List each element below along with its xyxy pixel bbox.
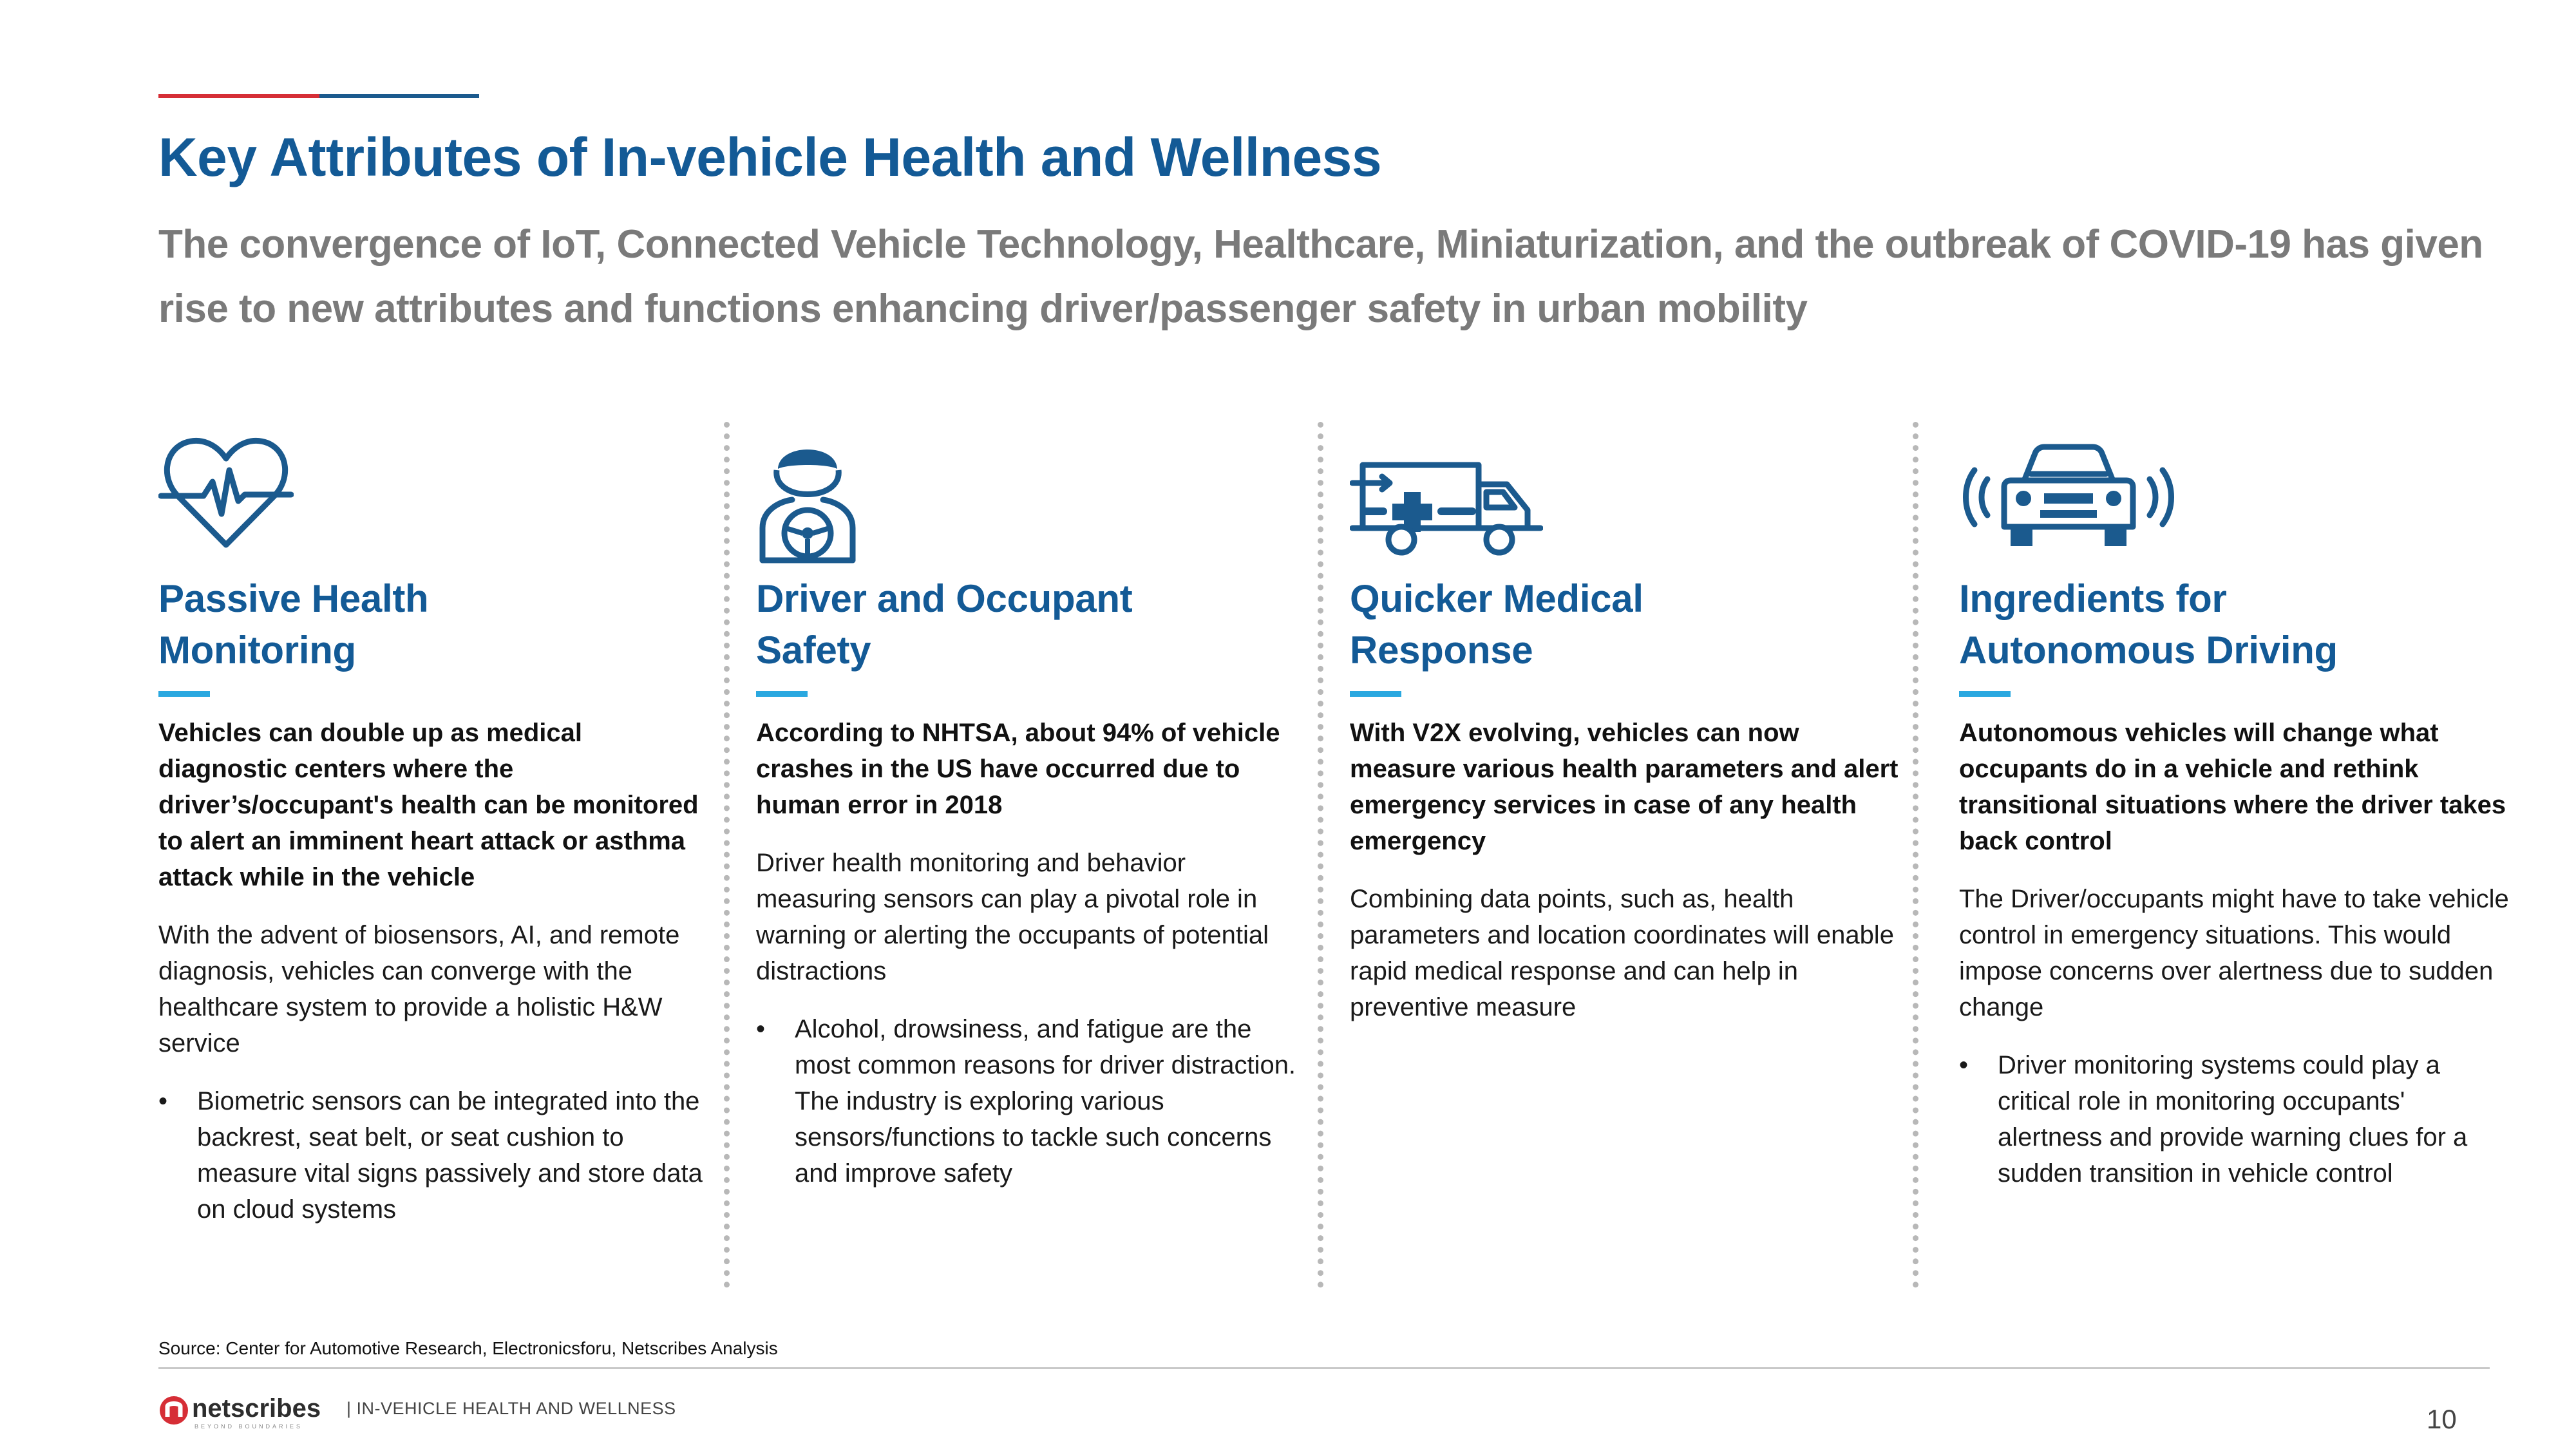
footer-section-label: | IN-VEHICLE HEALTH AND WELLNESS <box>346 1399 676 1418</box>
source-note: Source: Center for Automotive Research, Electronicsforu, Netscribes Analysis <box>158 1338 778 1358</box>
page-title: Key Attributes of In-vehicle Health and Wellness <box>158 127 1382 187</box>
attribute-text: Driver health monitoring and behavior measuring sensors can play a pivotal role in warning or alerting the occupants of potential distractions <box>756 849 1269 985</box>
connected-car-icon <box>1959 431 2178 564</box>
accent-line-red <box>158 94 319 98</box>
accent-line-blue <box>319 94 479 98</box>
netscribes-logo <box>158 1392 332 1431</box>
attribute-lead: Autonomous vehicles will change what occupants do in a vehicle and rethink transitional situations where the driver takes back control <box>1959 719 2506 855</box>
column-divider <box>1913 422 1918 1288</box>
bullet-glyph: • <box>1959 1051 1969 1079</box>
footer-divider <box>158 1367 2490 1369</box>
attribute-bullet: • Alcohol, drowsiness, and fatigue are the most common reasons for driver distraction. The industry is exploring various sensors/functions to tackle such concerns and improve safety <box>756 1011 1303 1191</box>
attribute-body <box>1959 715 2513 1213</box>
bullet-glyph: • <box>158 1087 168 1115</box>
attribute-lead: With V2X evolving, vehicles can now measure various health parameters and alert emergency services in case of any health emergency <box>1350 719 1899 855</box>
driver-steering-wheel-icon <box>756 431 859 570</box>
attribute-text: With the advent of biosensors, AI, and remote diagnosis, vehicles can converge with the healthcare system to provide a holistic H&W service <box>158 921 680 1057</box>
title-accent-line <box>158 94 479 98</box>
attribute-title: Quicker Medical Response <box>1350 577 1643 672</box>
page-number: 10 <box>2427 1404 2457 1434</box>
attribute-title: Ingredients for Autonomous Driving <box>1959 577 2338 672</box>
heart-pulse-icon <box>158 431 294 557</box>
attribute-body <box>1350 715 1904 1047</box>
attribute-title: Passive Health Monitoring <box>158 577 429 672</box>
page-subtitle: The convergence of IoT, Connected Vehicle Technology, Healthcare, Miniaturization, and the outbreak of COVID-19 has given rise to new attributes and functions enhancing driver/passenger safety in urban mobility <box>158 222 2483 331</box>
title-underline <box>1350 691 1401 697</box>
logo-wordmark: netscribes <box>192 1394 321 1423</box>
title-underline <box>158 691 210 697</box>
logo-tagline: BEYOND BOUNDARIES <box>194 1423 303 1430</box>
attribute-lead: Vehicles can double up as medical diagnostic centers where the driver’s/occupant's health can be monitored to alert an imminent heart attack or asthma attack while in the vehicle <box>158 719 699 891</box>
column-divider <box>724 422 730 1288</box>
attribute-bullet: • Driver monitoring systems could play a critical role in monitoring occupants' alertness and provide warning clues for a sudden transition in vehicle control <box>1959 1047 2513 1191</box>
ambulance-icon <box>1350 431 1543 570</box>
title-underline <box>756 691 808 697</box>
attribute-text: The Driver/occupants might have to take vehicle control in emergency situations. This would impose concerns over alertness due to sudden change <box>1959 885 2509 1021</box>
attribute-lead: According to NHTSA, about 94% of vehicle crashes in the US have occurred due to human error in 2018 <box>756 719 1280 819</box>
attribute-body <box>756 715 1303 1213</box>
bullet-glyph: • <box>756 1015 766 1043</box>
attribute-bullet: • Biometric sensors can be integrated into the backrest, seat belt, or seat cushion to measure vital signs passively and store data on cloud systems <box>158 1083 712 1227</box>
column-divider <box>1318 422 1323 1288</box>
attribute-title: Driver and Occupant Safety <box>756 577 1133 672</box>
attribute-body <box>158 715 712 1249</box>
attribute-text: Combining data points, such as, health parameters and location coordinates will enable rapid medical response and can help in preventive measure <box>1350 885 1894 1021</box>
title-underline <box>1959 691 2011 697</box>
